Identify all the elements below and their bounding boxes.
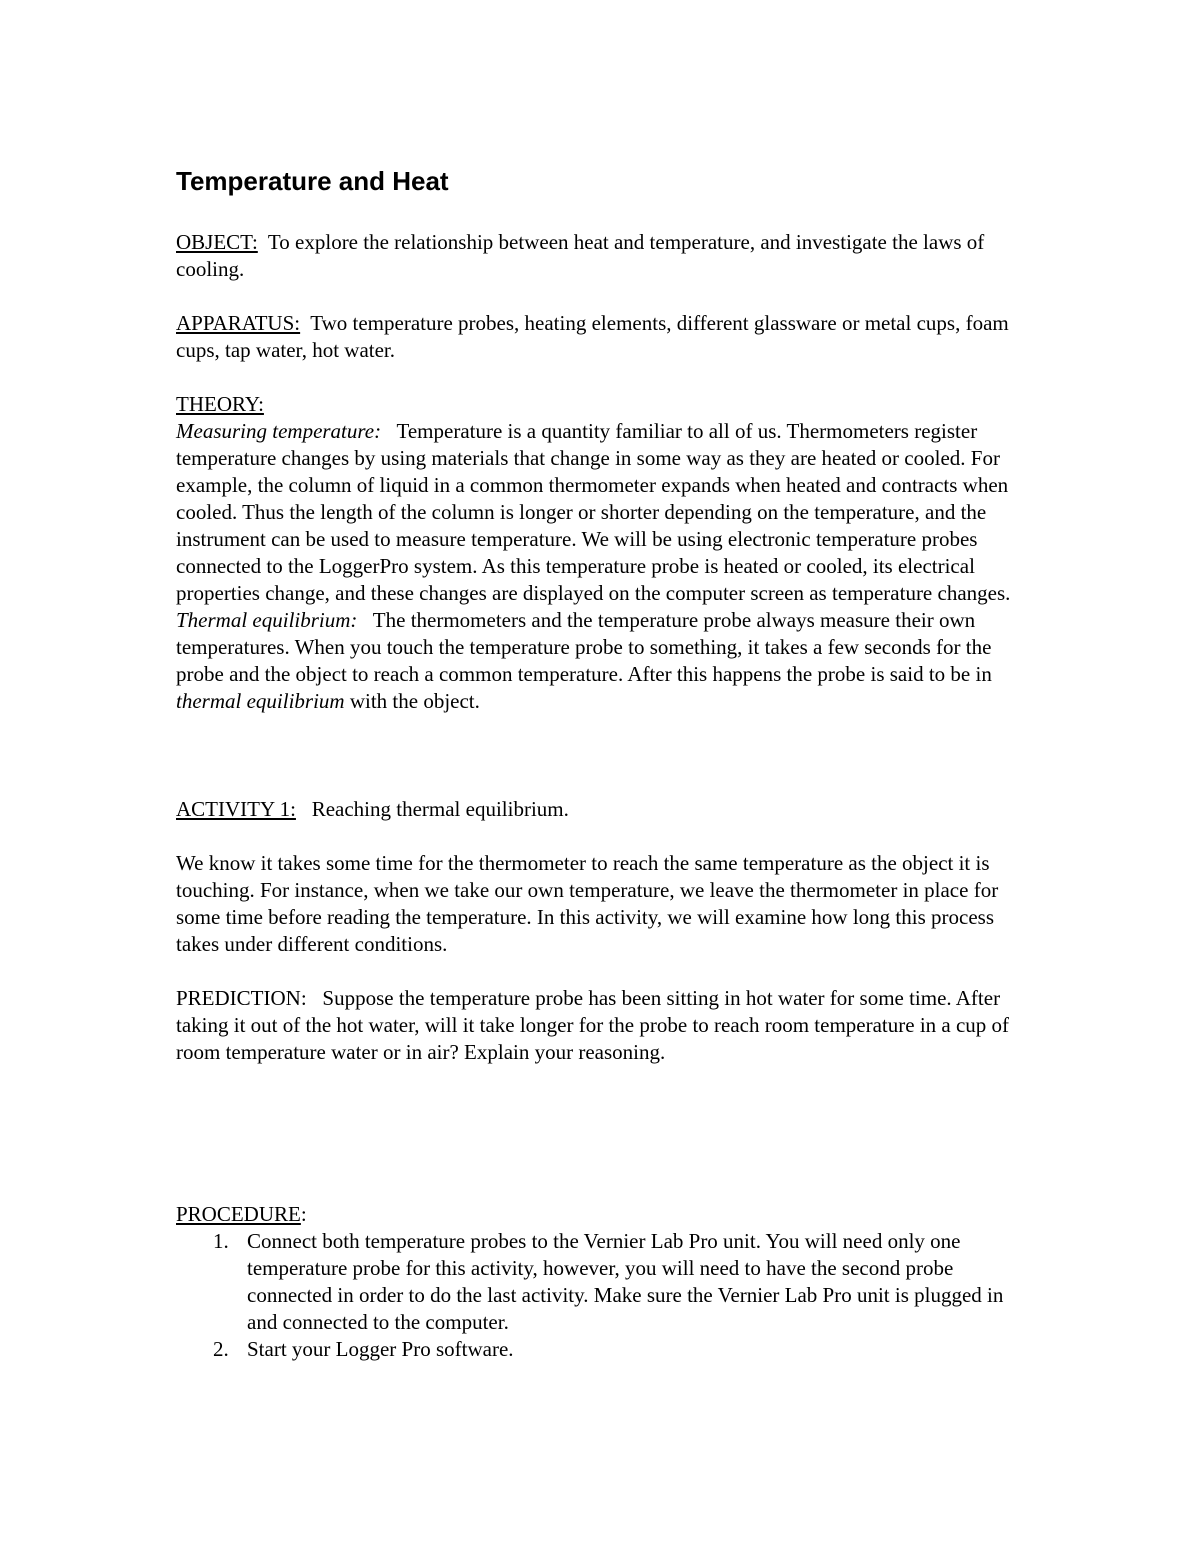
theory-section — [176, 391, 1036, 715]
prediction-label: PREDICTION: — [176, 986, 307, 1010]
theory-equilibrium-paragraph — [176, 607, 1036, 715]
prediction-section — [176, 985, 1036, 1066]
thermal-equilibrium-end: with the object. — [349, 689, 480, 713]
activity1-title: Reaching thermal equilibrium. — [311, 797, 569, 821]
apparatus-label: APPARATUS: — [176, 311, 301, 335]
step-text: Connect both temperature probes to the Vernier Lab Pro unit. You will need only one temperature probe for this activity, however, you will need to have the second probe connected in order to do the last activity. Make sure the Vernier Lab Pro unit is plugged in and connected to the computer. — [247, 1229, 1004, 1334]
measuring-temperature-label: Measuring temperature: — [176, 419, 382, 443]
theory-label: THEORY: — [176, 392, 264, 416]
step-text: Start your Logger Pro software. — [247, 1337, 514, 1361]
procedure-label: PROCEDURE — [176, 1202, 301, 1226]
document-content — [176, 164, 1036, 1363]
object-label: OBJECT: — [176, 230, 258, 254]
step-number: 1. — [213, 1229, 229, 1253]
procedure-step — [176, 1228, 1036, 1336]
measuring-temperature-text: Temperature is a quantity familiar to all of us. Thermometers register temperature changes by using materials that change in some way as they are heated or cooled. For example, the column of liquid in a common thermometer expands when heated and contracts when cooled. Thus the length of the column is longer or shorter depending on the temperature, and the instrument can be used to measure temperature. We will be using electronic temperature probes connected to the LoggerPro system. As this temperature probe is heated or cooled, its electrical properties change, and these changes are displayed on the computer screen as temperature changes. — [176, 419, 1011, 605]
activity1-text: We know it takes some time for the thermometer to reach the same temperature as the object it is touching. For instance, when we take our own temperature, we leave the thermometer in place for some time before reading the temperature. In this activity, we will examine how long this process takes under different conditions. — [176, 851, 999, 956]
procedure-colon: : — [300, 1202, 307, 1226]
document-title: Temperature and Heat — [176, 166, 449, 196]
answer-space — [176, 1066, 1036, 1201]
procedure-heading — [176, 1201, 1036, 1228]
step-number: 2. — [213, 1337, 229, 1361]
thermal-equilibrium-term: thermal equilibrium — [176, 689, 345, 713]
activity1-label: ACTIVITY 1: — [176, 797, 296, 821]
apparatus-section — [176, 310, 1036, 364]
prediction-text: Suppose the temperature probe has been sitting in hot water for some time. After taking it out of the hot water, will it take longer for the probe to reach room temperature in a cup of room temperature water or in air? Explain your reasoning. — [176, 986, 1010, 1064]
spacer — [176, 742, 1036, 796]
object-section — [176, 229, 1036, 283]
procedure-steps — [176, 1228, 1036, 1363]
object-text: To explore the relationship between heat and temperature, and investigate the laws of cooling. — [176, 230, 985, 281]
thermal-equilibrium-text: The thermometers and the temperature probe always measure their own temperatures. When you touch the temperature probe to something, it takes a few seconds for the probe and the object to reach a common temperature. After this happens the probe is said to be in — [176, 608, 992, 686]
activity1-heading — [176, 796, 1036, 823]
theory-measuring-paragraph — [176, 418, 1036, 607]
procedure-step — [176, 1336, 1036, 1363]
apparatus-text: Two temperature probes, heating elements, different glassware or metal cups, foam cups, tap water, hot water. — [176, 311, 1009, 362]
thermal-equilibrium-label: Thermal equilibrium: — [176, 608, 358, 632]
